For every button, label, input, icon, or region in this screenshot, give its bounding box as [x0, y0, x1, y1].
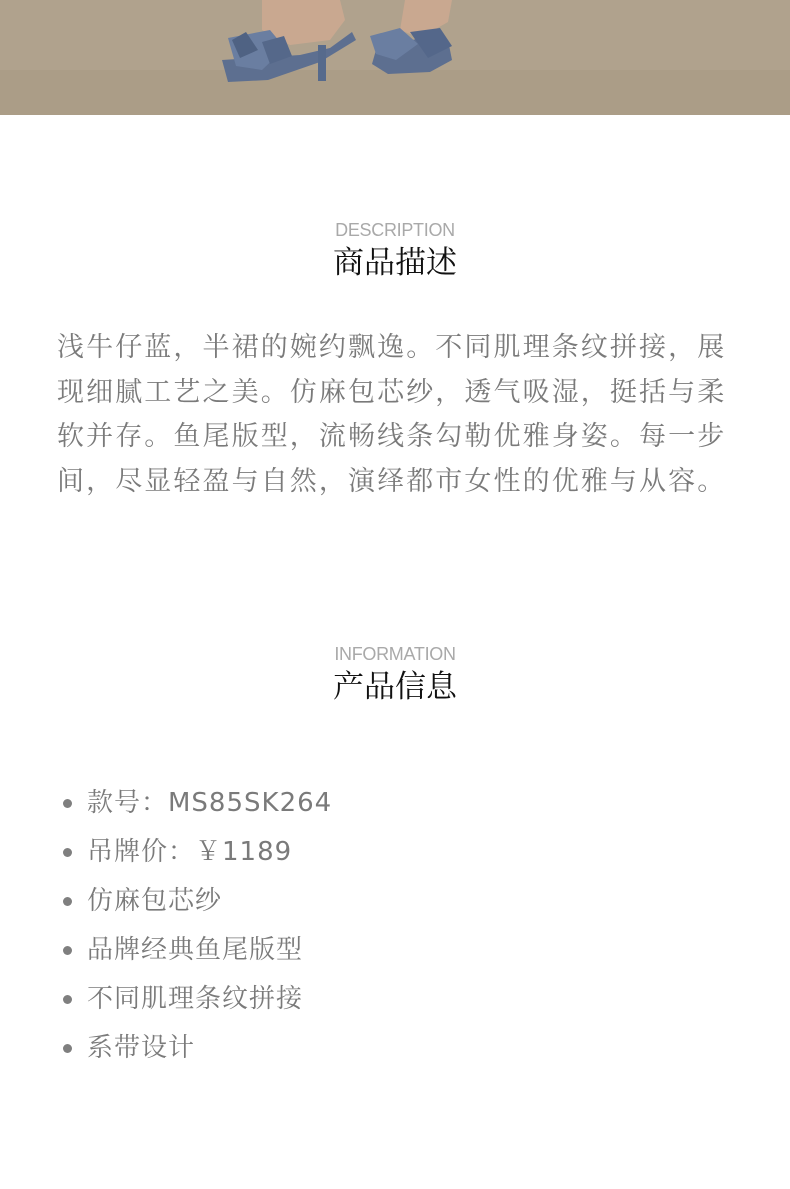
bullet-icon	[63, 995, 72, 1004]
sandal-photo-icon	[0, 0, 790, 115]
list-item	[60, 977, 332, 1026]
info-price: 吊牌价：￥1189	[87, 837, 293, 867]
bullet-icon	[63, 799, 72, 808]
bullet-icon	[63, 946, 72, 955]
bullet-icon	[63, 897, 72, 906]
information-list	[60, 781, 332, 1075]
info-style-number: 款号：MS85SK264	[87, 788, 333, 818]
description-heading-en: DESCRIPTION	[335, 220, 455, 240]
product-photo	[0, 0, 790, 115]
list-item	[60, 1026, 332, 1075]
info-silhouette: 品牌经典鱼尾版型	[87, 935, 304, 965]
information-heading-en: INFORMATION	[334, 644, 456, 664]
information-heading-zh: 产品信息	[333, 669, 457, 705]
info-material: 仿麻包芯纱	[87, 886, 223, 916]
description-heading-zh: 商品描述	[333, 245, 457, 281]
list-item	[60, 928, 332, 977]
description-heading	[0, 219, 790, 283]
list-item	[60, 879, 332, 928]
list-item	[60, 830, 332, 879]
info-stripe-splice: 不同肌理条纹拼接	[87, 984, 304, 1014]
information-heading	[0, 643, 790, 707]
bullet-icon	[63, 848, 72, 857]
info-tie-design: 系带设计	[87, 1033, 196, 1063]
description-text: 浅牛仔蓝，半裙的婉约飘逸。不同肌理条纹拼接，展现细腻工艺之美。仿麻包芯纱，透气吸湿，挺括与柔软并存。鱼尾版型，流畅线条勾勒优雅身姿。每一步间，尽显轻盈与自然，演绎都市女性的优雅与从容。	[57, 332, 727, 497]
list-item	[60, 781, 332, 830]
bullet-icon	[63, 1044, 72, 1053]
